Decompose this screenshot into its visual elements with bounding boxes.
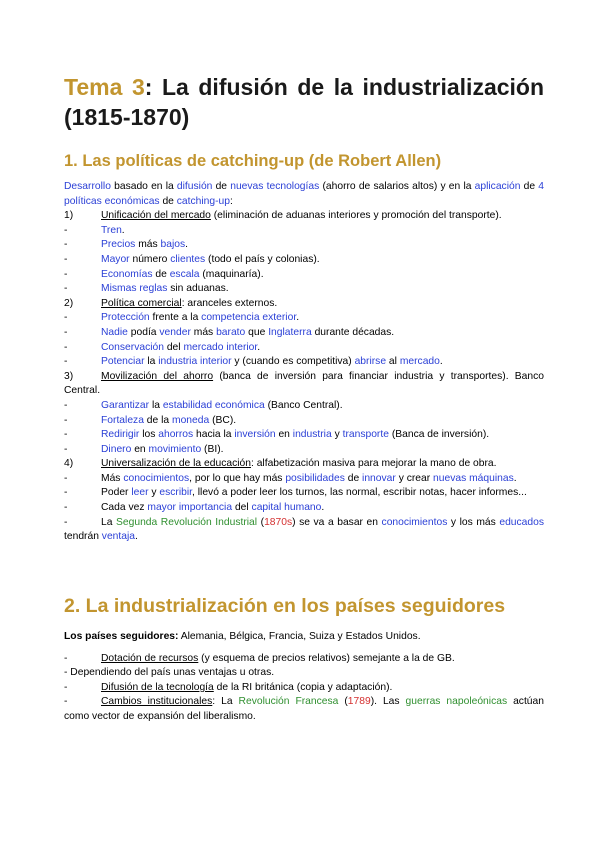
list-marker: - xyxy=(64,268,68,280)
list-item xyxy=(64,681,544,696)
text-run: y crear xyxy=(395,472,434,484)
highlighted-term: mercado xyxy=(399,356,440,368)
highlighted-term: Mismas reglas xyxy=(101,283,168,295)
text-run: (BI). xyxy=(201,443,224,455)
text-run: . xyxy=(257,341,261,353)
highlighted-term: Los países seguidores: xyxy=(64,631,179,642)
highlighted-term: Tren xyxy=(101,224,122,236)
list-item xyxy=(64,457,544,472)
list-item xyxy=(64,414,544,429)
text-run: Alemania, Bélgica, Francia, Suiza y Estados Unidos. xyxy=(178,631,421,642)
list-marker: - xyxy=(64,341,68,353)
list-item xyxy=(64,666,544,681)
text-run: (Banco Central). xyxy=(264,399,343,411)
highlighted-term: competencia exterior xyxy=(201,312,297,324)
list-marker: - xyxy=(64,487,68,499)
underlined-term: Difusión de la tecnología xyxy=(101,681,214,693)
text-run: : alfabetización masiva para mejorar la mano de obra. xyxy=(250,458,497,470)
list-marker: - xyxy=(64,652,68,664)
document-title xyxy=(64,72,544,132)
list-item xyxy=(64,268,544,283)
list-item xyxy=(64,428,544,443)
list-item xyxy=(64,311,544,326)
section-2-lead xyxy=(64,630,544,645)
text-run: . xyxy=(321,502,325,514)
list-item xyxy=(64,501,544,516)
highlighted-term: industria xyxy=(292,429,332,441)
list-marker: - xyxy=(64,253,68,265)
text-run: : La xyxy=(212,696,239,708)
list-marker: - xyxy=(64,443,68,455)
section-2-body xyxy=(64,630,544,725)
text-run: . xyxy=(439,356,443,368)
list-item xyxy=(64,370,544,399)
text-run: , llevó a poder leer los turnos, las normal, escribir notas, hacer informes... xyxy=(192,487,527,499)
text-run: de la RI británica (copia y adaptación). xyxy=(213,681,393,693)
highlighted-term: conocimientos xyxy=(381,516,448,528)
highlighted-term: Economías xyxy=(101,268,153,280)
text-run: (BC). xyxy=(209,414,237,426)
text-run: ( xyxy=(338,696,348,708)
highlighted-term: moneda xyxy=(172,414,210,426)
text-run: (y esquema de precios relativos) semejante a la de GB. xyxy=(198,652,455,664)
highlighted-term: ahorros xyxy=(158,429,194,441)
highlighted-term: 1870s xyxy=(264,516,293,528)
text-run: número xyxy=(129,253,171,265)
text-run: : xyxy=(230,195,233,207)
highlighted-term: Desarrollo xyxy=(64,181,111,192)
text-run: y (cuando es competitiva) xyxy=(231,356,355,368)
text-run: (todo el país y colonias). xyxy=(205,253,320,265)
list-marker: - xyxy=(64,224,68,236)
list-item xyxy=(64,326,544,341)
text-run: . xyxy=(185,239,189,251)
list-marker: - xyxy=(64,516,68,528)
highlighted-term: inversión xyxy=(234,429,276,441)
text-run: - Dependiendo del país unas ventajas u otras. xyxy=(64,667,275,679)
list-marker: - xyxy=(64,356,68,368)
highlighted-term: Redirigir xyxy=(101,429,140,441)
highlighted-term: abrirse xyxy=(354,356,387,368)
text-run: al xyxy=(386,356,400,368)
text-run: . xyxy=(121,224,125,236)
list-marker: - xyxy=(64,472,68,484)
text-run: los xyxy=(139,429,159,441)
list-marker: - xyxy=(64,696,68,708)
text-run: hacia la xyxy=(193,429,235,441)
highlighted-term: educados xyxy=(499,516,545,528)
underlined-term: Cambios institucionales xyxy=(101,696,213,708)
list-item xyxy=(64,238,544,253)
text-run: frente a la xyxy=(149,312,202,324)
highlighted-term: posibilidades xyxy=(285,472,345,484)
title-text: : La difusión de la industrialización (1815-1870) xyxy=(64,74,545,130)
list-item xyxy=(64,695,544,724)
text-run: de la xyxy=(143,414,172,426)
highlighted-term: Precios xyxy=(101,239,136,251)
list-item xyxy=(64,443,544,458)
highlighted-term: Dinero xyxy=(101,443,132,455)
section-1-body xyxy=(64,180,544,545)
highlighted-term: innovar xyxy=(362,472,396,484)
title-topic-number: Tema 3 xyxy=(64,74,145,100)
list-marker: - xyxy=(64,326,68,338)
list-item xyxy=(64,516,544,545)
underlined-term: Movilización del ahorro xyxy=(101,370,214,382)
highlighted-term: nuevas máquinas xyxy=(433,472,514,484)
text-run: Más xyxy=(101,472,124,484)
highlighted-term: conocimientos xyxy=(123,472,190,484)
highlighted-term: difusión xyxy=(176,181,213,192)
highlighted-term: aplicación xyxy=(474,181,521,192)
highlighted-term: Inglaterra xyxy=(268,326,312,338)
text-run: durante décadas. xyxy=(311,326,395,338)
list-item xyxy=(64,472,544,487)
section-1-intro xyxy=(64,180,544,209)
highlighted-term: Potenciar xyxy=(101,356,145,368)
text-run: la xyxy=(144,356,159,368)
text-run: (maquinaría). xyxy=(199,268,264,280)
text-run: La xyxy=(101,516,117,528)
highlighted-term: Conservación xyxy=(101,341,164,353)
list-item xyxy=(64,399,544,414)
underlined-term: Universalización de la educación xyxy=(101,458,251,470)
text-run: del xyxy=(232,502,252,514)
text-run: (eliminación de aduanas interiores y promoción del transporte). xyxy=(210,210,502,222)
list-marker: 2) xyxy=(64,297,74,309)
list-marker: - xyxy=(64,502,68,514)
text-run: (ahorro de salarios altos) y en la xyxy=(319,181,475,192)
text-run: de xyxy=(159,195,177,207)
highlighted-term: nuevas tecnologías xyxy=(230,181,320,192)
text-run: ( xyxy=(257,516,265,528)
section-2-list xyxy=(64,652,544,725)
underlined-term: Política comercial xyxy=(101,297,182,309)
list-item xyxy=(64,341,544,356)
text-run: y xyxy=(331,429,343,441)
text-run: . xyxy=(135,531,138,543)
list-item xyxy=(64,282,544,297)
highlighted-term: estabilidad económica xyxy=(162,399,265,411)
text-run: . xyxy=(513,472,517,484)
text-run: en xyxy=(275,429,293,441)
list-item xyxy=(64,297,544,312)
highlighted-term: Garantizar xyxy=(101,399,150,411)
highlighted-term: industria interior xyxy=(158,356,232,368)
list-marker: - xyxy=(64,429,68,441)
text-run: en xyxy=(131,443,149,455)
text-run: . xyxy=(296,312,300,324)
text-run: de xyxy=(520,181,539,192)
section-1-heading: 1. Las políticas de catching-up (de Robert Allen) xyxy=(64,152,442,170)
highlighted-term: Revolución Francesa xyxy=(238,696,339,708)
highlighted-term: mercado interior xyxy=(183,341,258,353)
highlighted-term: Mayor xyxy=(101,253,130,265)
highlighted-term: escribir xyxy=(159,487,193,499)
highlighted-term: barato xyxy=(216,326,246,338)
highlighted-term: Nadie xyxy=(101,326,128,338)
list-marker: - xyxy=(64,399,68,411)
highlighted-term: Segunda Revolución Industrial xyxy=(116,516,258,528)
text-run: sin aduanas. xyxy=(167,283,229,295)
text-run: basado en la xyxy=(110,181,177,192)
highlighted-term: 1789 xyxy=(347,696,371,708)
list-marker: - xyxy=(64,681,68,693)
text-run: más xyxy=(190,326,217,338)
text-run: de xyxy=(212,181,231,192)
list-item xyxy=(64,486,544,501)
text-run: la xyxy=(149,399,163,411)
text-run: y xyxy=(148,487,160,499)
underlined-term: Dotación de recursos xyxy=(101,652,199,664)
highlighted-term: capital humano xyxy=(251,502,322,514)
text-run: podía xyxy=(127,326,160,338)
highlighted-term: clientes xyxy=(170,253,206,265)
text-run: de xyxy=(344,472,363,484)
highlighted-term: bajos xyxy=(160,239,186,251)
highlighted-term: Fortaleza xyxy=(101,414,144,426)
text-run: del xyxy=(163,341,184,353)
text-run: (Banca de inversión). xyxy=(388,429,490,441)
list-marker: 3) xyxy=(64,370,74,382)
text-run: : aranceles externos. xyxy=(181,297,278,309)
list-item xyxy=(64,652,544,667)
text-run: tendrán xyxy=(64,531,102,543)
text-run: Poder xyxy=(101,487,132,499)
section-1-list xyxy=(64,209,544,545)
list-marker: - xyxy=(64,283,68,295)
list-item xyxy=(64,224,544,239)
text-run: más xyxy=(135,239,161,251)
text-run: , por lo que hay más xyxy=(189,472,286,484)
list-item xyxy=(64,209,544,224)
list-marker: - xyxy=(64,312,68,324)
highlighted-term: guerras napoleónicas xyxy=(405,696,508,708)
list-item xyxy=(64,355,544,370)
text-run: ). Las xyxy=(370,696,406,708)
highlighted-term: Protección xyxy=(101,312,150,324)
list-item xyxy=(64,253,544,268)
text-run: Cada vez xyxy=(101,502,148,514)
text-run: de xyxy=(152,268,170,280)
text-run: actúan como vector de expansión del liberalismo. xyxy=(64,696,544,722)
highlighted-term: leer xyxy=(131,487,149,499)
text-run: que xyxy=(245,326,269,338)
section-2-heading: 2. La industrialización en los países seguidores xyxy=(64,595,506,617)
highlighted-term: ventaja xyxy=(101,531,136,543)
list-marker: - xyxy=(64,414,68,426)
highlighted-term: movimiento xyxy=(148,443,202,455)
text-run: ) se va a basar en xyxy=(292,516,382,528)
highlighted-term: catching-up xyxy=(176,195,230,207)
text-run: y los más xyxy=(447,516,500,528)
highlighted-term: vender xyxy=(159,326,191,338)
highlighted-term: 4 políticas económicas xyxy=(64,181,544,207)
list-marker: - xyxy=(64,239,68,251)
text-run: (banca de inversión para financiar industria y transportes). Banco Central. xyxy=(64,370,544,397)
list-marker: 4) xyxy=(64,458,74,470)
highlighted-term: escala xyxy=(169,268,200,280)
highlighted-term: mayor importancia xyxy=(147,502,233,514)
highlighted-term: transporte xyxy=(342,429,389,441)
list-marker: 1) xyxy=(64,210,74,222)
underlined-term: Unificación del mercado xyxy=(101,210,211,222)
